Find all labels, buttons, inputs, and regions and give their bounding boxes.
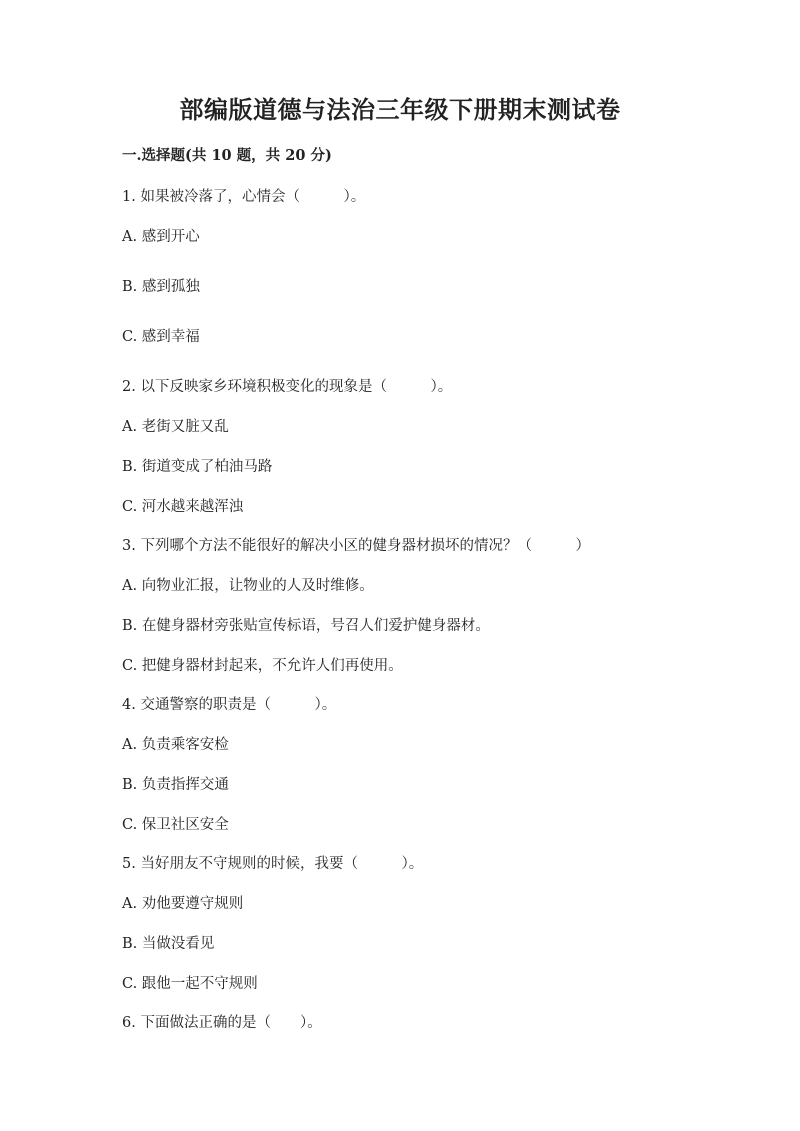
question-3-stem: 3. 下列哪个方法不能很好的解决小区的健身器材损坏的情况？（ ）: [122, 538, 590, 554]
question-3-option-b: B. 在健身器材旁张贴宣传标语，号召人们爱护健身器材。: [122, 618, 490, 634]
question-1-option-a: A. 感到开心: [122, 229, 200, 245]
question-6-stem: 6. 下面做法正确的是（ ）。: [122, 1015, 322, 1031]
question-1-stem: 1. 如果被冷落了，心情会（ ）。: [122, 189, 366, 205]
question-4-option-c: C. 保卫社区安全: [122, 817, 229, 833]
question-4-option-a: A. 负责乘客安检: [122, 737, 229, 753]
question-1-option-b: B. 感到孤独: [122, 279, 200, 295]
exam-title: 部编版道德与法治三年级下册期末测试卷: [179, 95, 621, 124]
question-2-option-b: B. 街道变成了柏油马路: [122, 459, 273, 475]
question-2-option-a: A. 老街又脏又乱: [122, 419, 229, 435]
question-5-option-a: A. 劝他要遵守规则: [122, 896, 244, 912]
question-3-option-c: C. 把健身器材封起来，不允许人们再使用。: [122, 658, 403, 674]
question-4-stem: 4. 交通警察的职责是（ ）。: [122, 697, 337, 713]
question-5-option-c: C. 跟他一起不守规则: [122, 976, 258, 992]
question-3-option-a: A. 向物业汇报，让物业的人及时维修。: [122, 578, 374, 594]
question-5-option-b: B. 当做没看见: [122, 936, 215, 952]
question-2-stem: 2. 以下反映家乡环境积极变化的现象是（ ）。: [122, 379, 453, 395]
question-5-stem: 5. 当好朋友不守规则的时候，我要（ ）。: [122, 856, 424, 872]
question-2-option-c: C. 河水越来越浑浊: [122, 499, 244, 515]
question-4-option-b: B. 负责指挥交通: [122, 777, 229, 793]
question-1-option-c: C. 感到幸福: [122, 329, 200, 345]
section-heading: 一.选择题(共 10 题，共 20 分): [122, 147, 332, 164]
